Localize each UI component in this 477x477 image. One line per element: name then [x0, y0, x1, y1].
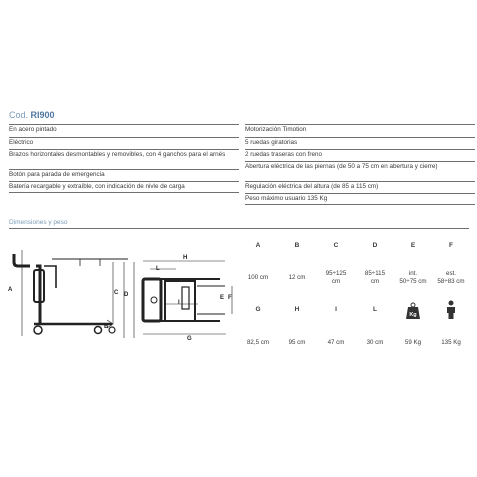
dim-header-h: H — [294, 306, 300, 313]
dim-value-e-line1: int. — [408, 270, 418, 277]
dim-value-d-line1: 85÷115 — [364, 270, 386, 277]
dim-value-e-line2: 50÷75 cm — [399, 278, 427, 285]
dim-value-c-line1: 95÷125 — [325, 270, 347, 277]
feature-row: Regulación eléctrica del altura (de 85 a 115 cm) — [245, 181, 475, 193]
dim-value-i: 47 cm — [327, 339, 345, 346]
dim-value-a: 100 cm — [247, 274, 269, 281]
feature-row: 2 ruedas traseras con freno — [245, 149, 475, 161]
feature-row: Batería recargable y extraíble, con indicación de nivle de carga — [9, 181, 239, 193]
dimensions-title: Dimensiones y peso — [9, 219, 68, 226]
max-user-weight-value: 135 Kg — [441, 339, 461, 346]
dim-header-b: B — [294, 242, 300, 249]
dim-header-l: L — [373, 306, 377, 313]
dim-value-g: 82,5 cm — [246, 339, 269, 346]
dim-header-e: E — [410, 242, 416, 249]
label-c: C — [114, 290, 119, 296]
weight-icon-label: Kg — [409, 312, 417, 318]
label-l: L — [156, 266, 160, 272]
dim-value-d-line2: cm — [370, 278, 380, 285]
dim-value-h: 95 cm — [288, 339, 306, 346]
product-code — [9, 110, 55, 120]
weight-value: 59 Kg — [404, 339, 422, 346]
dim-header-f: F — [449, 242, 453, 249]
dim-value-f-line1: est. — [446, 270, 456, 277]
feature-row: 5 ruedas giratorias — [245, 137, 475, 149]
dim-header-c: C — [333, 242, 339, 249]
label-b: B — [104, 324, 109, 330]
dim-header-g: G — [255, 306, 261, 313]
feature-row: Motorización Timotion — [245, 124, 475, 137]
label-f: F — [228, 295, 232, 301]
feature-row: En acero pintado — [9, 124, 239, 137]
user-icon — [444, 300, 458, 320]
label-i: I — [178, 300, 180, 306]
dim-header-d: D — [372, 242, 378, 249]
dim-header-a: A — [255, 242, 261, 249]
product-code-label: Cod. — [9, 110, 29, 120]
feature-row: Abertura eléctrica de las piernas (de 50 a 75 cm en abertura y cierre) — [245, 161, 475, 181]
label-h: H — [183, 255, 188, 261]
features-left-column — [9, 124, 239, 193]
feature-row: Peso máximo usuario 135 Kg — [245, 193, 475, 205]
label-d: D — [124, 292, 129, 298]
dim-value-b: 12 cm — [288, 274, 306, 281]
dim-value-f-line2: 58÷83 cm — [437, 278, 465, 285]
dim-value-c-line2: cm — [331, 278, 341, 285]
divider — [9, 228, 469, 229]
weight-icon — [405, 302, 421, 320]
dim-value-l: 30 cm — [366, 339, 384, 346]
dim-header-i: I — [335, 306, 337, 313]
feature-row: Botón para parada de emergencia — [9, 169, 239, 181]
features-right-column — [245, 124, 475, 205]
label-g: G — [187, 336, 192, 342]
feature-row: Eléctrico — [9, 137, 239, 149]
label-e: E — [220, 295, 225, 301]
product-code-value: RI900 — [30, 110, 55, 120]
feature-row: Brazos horizontales desmontables y removibles, con 4 ganchos para el arnés — [9, 149, 239, 169]
label-a: A — [8, 287, 13, 293]
drawing-labels — [0, 232, 238, 362]
